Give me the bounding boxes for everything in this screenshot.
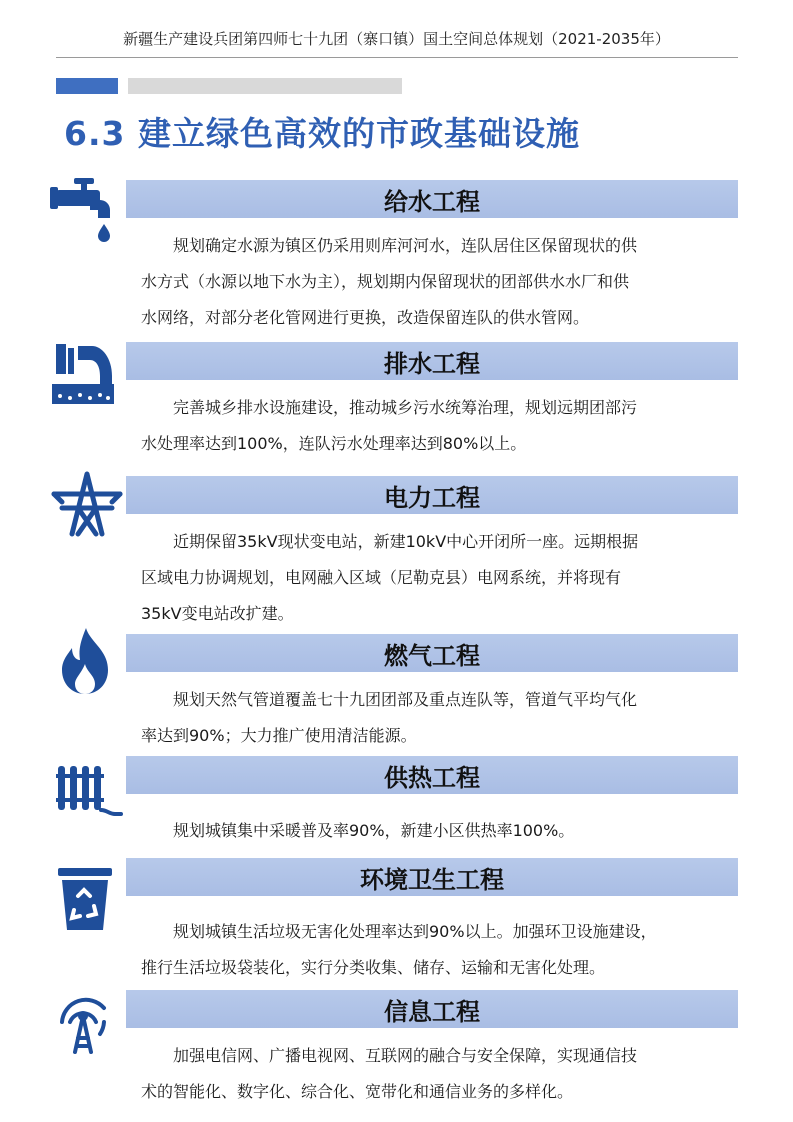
signal-tower-icon [46, 986, 120, 1060]
paragraph-gas [141, 682, 741, 754]
paragraph-drainage [141, 390, 741, 462]
text-line: 水方式（水源以地下水为主），规划期内保留现状的团部供水水厂和供 [141, 272, 630, 291]
text-line: 加强电信网、广播电视网、互联网的融合与安全保障，实现通信技 [141, 1046, 638, 1065]
text-line: 规划城镇集中采暖普及率90%，新建小区供热率100%。 [141, 821, 575, 840]
paragraph-sanitation [141, 914, 741, 986]
text-line: 规划城镇生活垃圾无害化处理率达到90%以上。加强环卫设施建设， [141, 922, 657, 941]
band-information: 信息工程 [126, 990, 738, 1028]
recycle-bin-icon [48, 862, 122, 936]
text-line: 率达到90%；大力推广使用清洁能源。 [141, 726, 417, 745]
drainage-icon [46, 338, 120, 412]
text-line: 规划确定水源为镇区仍采用则库河河水，连队居住区保留现状的供 [141, 236, 638, 255]
text-line: 水网络，对部分老化管网进行更换，改造保留连队的供水管网。 [141, 308, 590, 327]
band-heating: 供热工程 [126, 756, 738, 794]
text-line: 完善城乡排水设施建设，推动城乡污水统筹治理，规划远期团部污 [141, 398, 638, 417]
text-line: 规划天然气管道覆盖七十九团团部及重点连队等，管道气平均气化 [141, 690, 638, 709]
paragraph-water-supply [141, 228, 741, 336]
band-gas: 燃气工程 [126, 634, 738, 672]
paragraph-power [141, 524, 741, 632]
band-sanitation: 环境卫生工程 [126, 858, 738, 896]
power-tower-icon [50, 468, 124, 542]
paragraph-information [141, 1038, 741, 1110]
text-line: 区域电力协调规划，电网融入区域（尼勒克县）电网系统，并将现有 [141, 568, 622, 587]
text-line: 推行生活垃圾袋装化，实行分类收集、储存、运输和无害化处理。 [141, 958, 606, 977]
text-line: 35kV变电站改扩建。 [141, 604, 294, 623]
text-line: 水处理率达到100%，连队污水处理率达到80%以上。 [141, 434, 527, 453]
text-line: 近期保留35kV现状变电站，新建10kV中心开闭所一座。远期根据 [141, 532, 639, 551]
section-title: 6.3 建立绿色高效的市政基础设施 [64, 114, 580, 153]
band-drainage: 排水工程 [126, 342, 738, 380]
water-tap-icon [46, 172, 120, 246]
radiator-icon [50, 752, 124, 826]
flame-icon [48, 624, 122, 698]
text-line: 术的智能化、数字化、综合化、宽带化和通信业务的多样化。 [141, 1082, 574, 1101]
accent-bar-blue [56, 78, 118, 94]
band-power: 电力工程 [126, 476, 738, 514]
paragraph-heating [141, 813, 741, 849]
page-header: 新疆生产建设兵团第四师七十九团（寨口镇）国土空间总体规划（2021-2035年） [123, 30, 670, 48]
accent-bar-gray [128, 78, 402, 94]
header-rule [56, 57, 738, 58]
band-water-supply: 给水工程 [126, 180, 738, 218]
